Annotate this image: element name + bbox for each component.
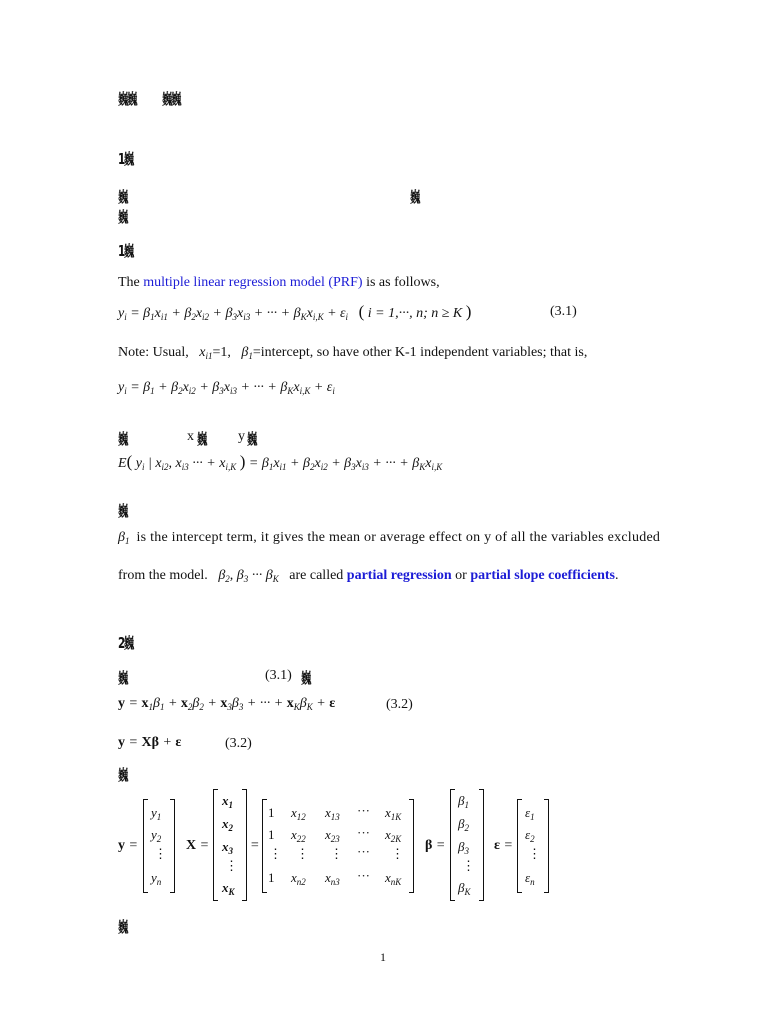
ref-3-1: (3.1): [265, 668, 292, 683]
equation-3-2-vector: $y = x_1\beta_1 + x_2\beta_2 + x_3\beta_3$ + ··· + $x_K\beta_K + \varepsilon$: [118, 696, 336, 712]
conditional-expectation: E( $y_i$ | $x_{i2}$, $x_{i3}$ ··· + $x_{i,K}$ ) = $\beta_1x_{i1} + \beta_2x_{i2} + \beta_3x_{i3}$ + ··· + $\beta_Kx_{i,K}$: [118, 452, 443, 472]
term-partial-regression: partial regression: [346, 568, 452, 583]
text-glyph: 巍: [118, 208, 128, 226]
equation-3-1: $y_i = \beta_1x_{i1} + \beta_2x_{i2} + \beta_3x_{i3}$ + ··· + $\beta_Kx_{i,K} + \varepsilon_i$ ( i = 1,···, n; n ≥ K ): [118, 302, 472, 322]
intercept-paragraph-2: from the model. $\beta_2$, $\beta_3$ ··· $\beta_K$ are called partial regression or partial slope coefficients.: [118, 568, 619, 584]
section-heading: 2巍: [118, 634, 134, 652]
intro-paragraph: The multiple linear regression model (PRF) is as follows,: [118, 275, 440, 290]
var-x: x: [187, 429, 194, 444]
text-glyph: 巍: [410, 188, 420, 206]
heading-glyph: 巍巍: [118, 90, 137, 108]
subsection-heading: 1巍: [118, 242, 134, 260]
text-glyph: 巍: [118, 188, 128, 206]
x-matrix: 1 $x_{12}$ $x_{13}$ ··· $x_{1K}$ 1 $x_{22}$ $x_{23}$ ··· $x_{2K}$ ⋮ ⋮ ⋮ ··· ⋮ 1 $x_{n2}$ $x_{n3}$ ··· $x_{nK}$: [262, 800, 414, 892]
epsilon-vector-label: ε =: [494, 838, 513, 853]
equation-number: (3.2): [386, 697, 413, 712]
text-glyph: 巍: [118, 430, 128, 448]
text-glyph: 巍: [118, 918, 128, 936]
intercept-paragraph: $\beta_1$ is the intercept term, it gives the mean or average effect on y of all the variables excluded: [118, 530, 661, 546]
y-vector-label: y =: [118, 838, 138, 853]
epsilon-vector: $\varepsilon_1$ $\varepsilon_2$ ⋮ $\varepsilon_n$: [517, 800, 549, 892]
x-column-stack: $x_1$ $x_2$ $x_3$ ⋮ $x_K$: [213, 790, 247, 900]
heading-glyph: 巍巍: [162, 90, 181, 108]
page-number: 1: [380, 950, 386, 964]
equation-reduced: $y_i = \beta_1 + \beta_2x_{i2} + \beta_3x_{i3}$ + ··· + $\beta_Kx_{i,K} + \varepsilon_i$: [118, 380, 335, 396]
text-glyph: 巍: [118, 502, 128, 520]
equation-number: (3.1): [550, 304, 577, 319]
var-y: y: [238, 429, 245, 444]
equation-3-2-matrix: y = Xβ + ε: [118, 735, 182, 750]
text-glyph: 巍: [118, 669, 128, 687]
text-glyph: 巍: [301, 669, 311, 687]
text-glyph: 巍: [118, 766, 128, 784]
section-heading: 1巍: [118, 150, 134, 168]
x-matrix-label: X =: [186, 838, 210, 853]
text-glyph: 巍: [197, 430, 207, 448]
beta-vector: $\beta_1$ $\beta_2$ $\beta_3$ ⋮ $\beta_K$: [450, 790, 484, 900]
model-term: multiple linear regression model (PRF): [143, 275, 363, 290]
equals-sign: =: [250, 838, 260, 853]
y-vector: $y_1$ $y_2$ ⋮ $y_n$: [143, 800, 175, 892]
beta-vector-label: β =: [425, 838, 446, 853]
term-partial-slope: partial slope coefficients: [470, 568, 615, 583]
text-glyph: 巍: [247, 430, 257, 448]
equation-number: (3.2): [225, 736, 252, 751]
note-line: Note: Usual, $x_{i1}=1$, $\beta_1=intercept$, so have other K-1 independent variables; that is,: [118, 345, 588, 361]
